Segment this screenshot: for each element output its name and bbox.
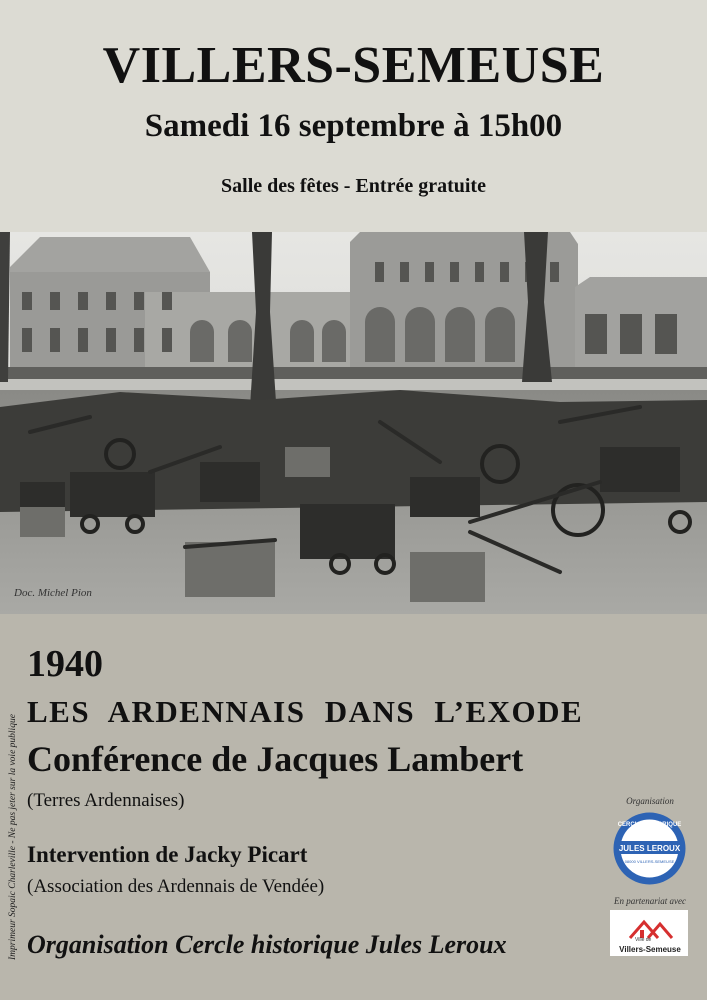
event-venue: Salle des fêtes - Entrée gratuite [221,175,486,197]
cercle-historique-seal-icon [612,811,687,886]
header-panel [0,0,707,232]
conference-speaker: Conférence de Jacques Lambert [27,739,524,779]
seal-line-3: 08000 VILLERS-SEMEUSE [624,859,675,864]
partner-small-text: Ville de [635,937,652,943]
conference-affiliation: (Terres Ardennaises) [27,790,185,811]
partner-name: Villers-Semeuse [619,945,681,954]
printer-notice: Imprimeur Sopaic Charleville - Ne pas jeter sur la voie publique [8,714,18,960]
seal-line-2: JULES LEROUX [618,844,681,853]
archive-photo [0,232,707,614]
event-year: 1940 [27,643,103,685]
town-title: VILLERS-SEMEUSE [102,37,605,94]
partner-logo [610,910,688,956]
photo-illustration [0,232,707,614]
event-date: Samedi 16 septembre à 15h00 [144,108,563,144]
intervention-affiliation: (Association des Ardennais de Vendée) [27,876,325,897]
partnership-label: En partenariat avec [614,896,686,906]
intervention-speaker: Intervention de Jacky Picart [27,842,308,867]
organiser-line: Organisation Cercle historique Jules Leroux [27,930,507,959]
photo-credit: Doc. Michel Pion [14,587,92,599]
seal-line-1: CERCLE HISTORIQUE [617,822,682,828]
event-subject: LES ARDENNAIS DANS L’EXODE [27,694,584,729]
organisation-label: Organisation [626,796,674,806]
